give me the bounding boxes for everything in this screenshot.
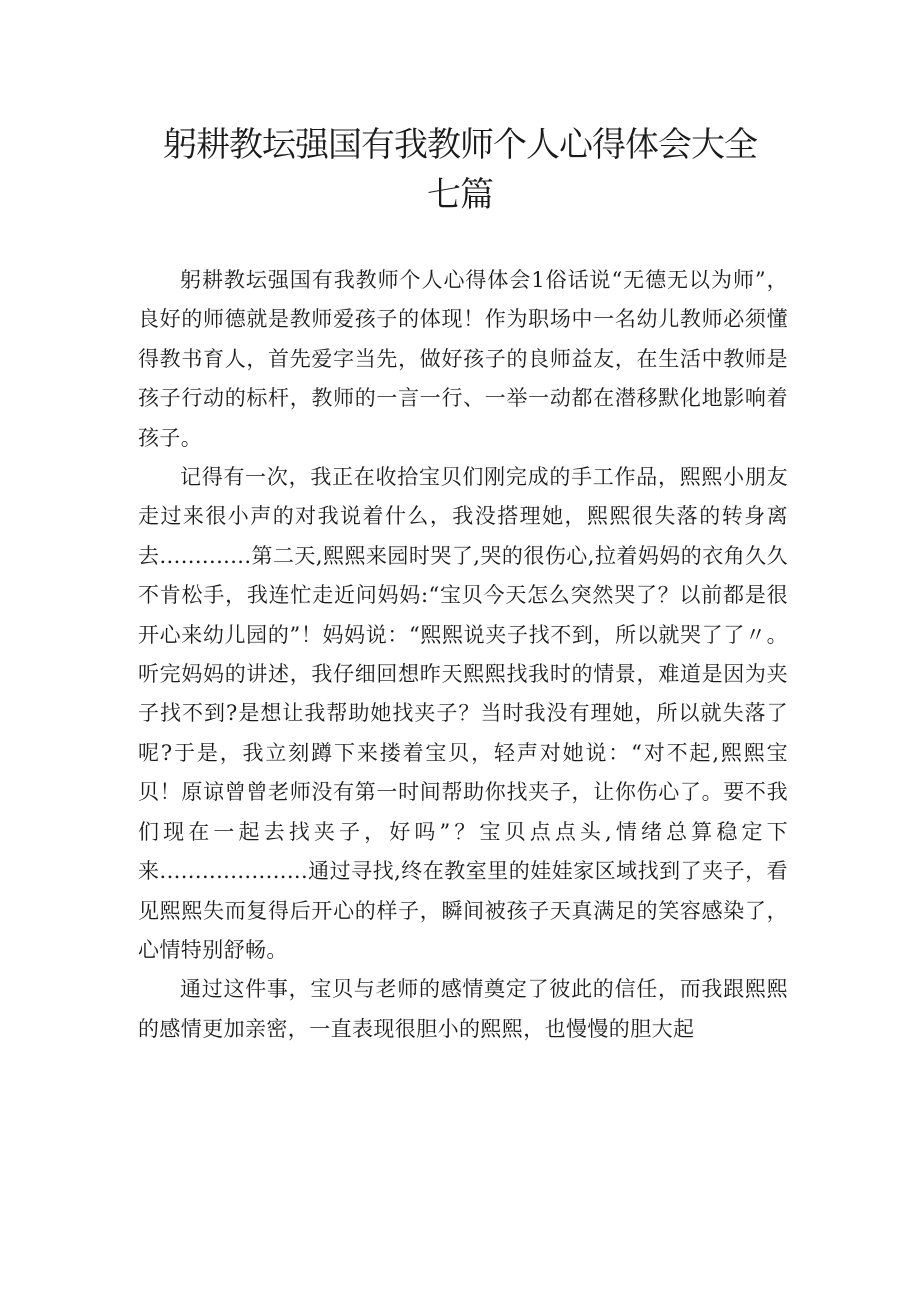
document-body [138,261,788,1049]
title-line-2: 七篇 [427,175,493,215]
paragraph-2: 记得有一次，我正在收拾宝贝们刚完成的手工作品，熙熙小朋友走过来很小声的对我说着什么，我没搭理她，熙熙很失落的转身离去.............第二天,熙熙来园时哭了,哭的很伤心,拉着妈妈的衣角久久不肯松手，我连忙走近问妈妈:“宝贝今天怎么突然哭了？以前都是很开心来幼儿园的”！妈妈说：“熙熙说夹子找不到，所以就哭了了〃。听完妈妈的讲述，我仔细回想昨天熙熙找我时的情景，难道是因为夹子找不到?是想让我帮助她找夹子？当时我没有理她，所以就失落了呢?于是，我立刻蹲下来搂着宝贝，轻声对她说：“对不起,熙熙宝贝！原谅曾曾老师没有第一时间帮助你找夹子，让你伤心了。要不我们现在一起去找夹子，好吗”？宝贝点点头,情绪总算稳定下来.....................通过寻找,终在教室里的娃娃家区域找到了夹子，看见熙熙失而复得后开心的样子，瞬间被孩子天真满足的笑容感染了，心情特别舒畅。 [138,465,788,962]
paragraph-3: 通过这件事，宝贝与老师的感情奠定了彼此的信任，而我跟熙熙的感情更加亲密，一直表现很胆小的熙熙，也慢慢的胆大起 [138,977,788,1041]
document-title [0,120,920,220]
paragraph-1: 躬耕教坛强国有我教师个人心得体会1俗话说“无德无以为师”，良好的师德就是教师爱孩子的体现！作为职场中一名幼儿教师必须懂得教书育人，首先爱字当先，做好孩子的良师益友，在生活中教师是孩子行动的标杆，教师的一言一行、一举一动都在潜移默化地影响着孩子。 [138,268,788,450]
title-line-1: 躬耕教坛强国有我教师个人心得体会大全 [163,125,757,165]
